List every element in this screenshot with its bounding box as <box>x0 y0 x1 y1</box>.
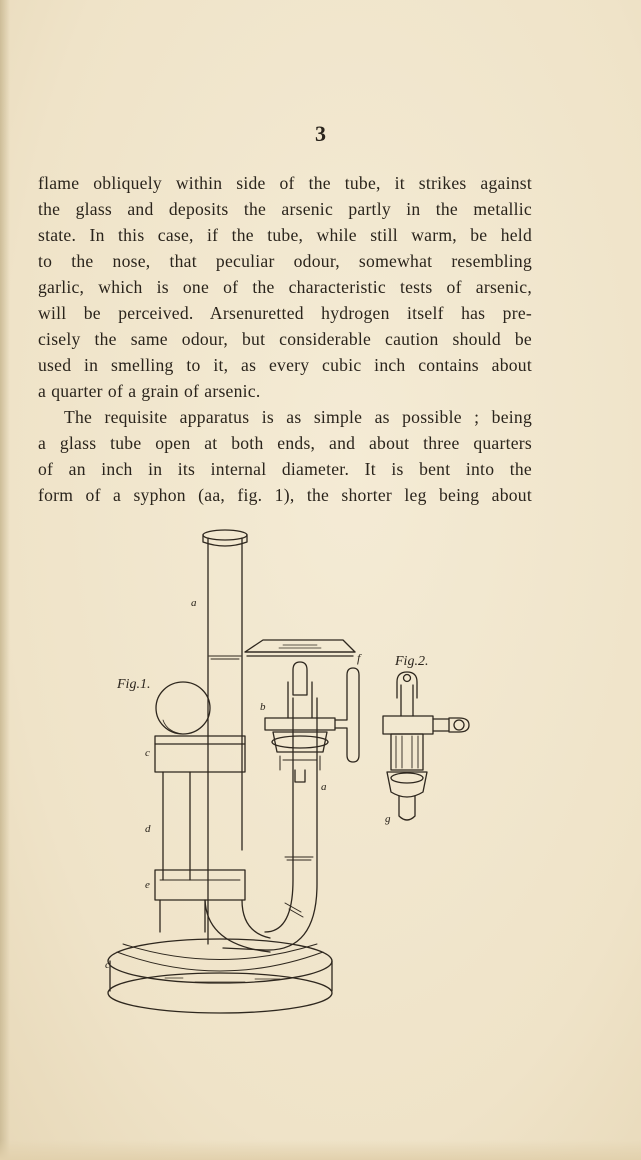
fig2-plug-body <box>383 716 433 734</box>
text-line: used in smelling to it, as every cubic inch contains about <box>38 355 532 375</box>
cap-plate-slot <box>279 645 321 648</box>
text-line: garlic, which is one of the characteristic tests of arsenic, <box>38 277 532 297</box>
text-line: The requisite apparatus is as simple as possible ; being <box>64 407 532 427</box>
stopcock-handle <box>335 668 359 762</box>
syphon-long-leg <box>208 538 242 944</box>
fig2-cup-rim <box>391 773 423 783</box>
label-e: e <box>145 879 150 891</box>
text-line: flame obliquely within side of the tube, it strikes against <box>38 173 532 193</box>
stopcock-nipple <box>293 662 307 695</box>
page-number: 3 <box>315 121 326 146</box>
text-line: the glass and deposits the arsenic partly in the metallic <box>38 199 532 219</box>
syphon-short-leg-liquid <box>285 857 313 860</box>
text-line: form of a syphon (aa, fig. 1), the shorter leg being about <box>38 485 532 505</box>
fig2-handle-bore <box>454 720 464 730</box>
label-a-right: a <box>321 781 327 793</box>
text-line: a quarter of a grain of arsenic. <box>38 381 261 401</box>
binding-shadow <box>0 0 10 1160</box>
glass-bulb <box>156 682 210 734</box>
upper-collar <box>155 736 245 772</box>
fig2-nipple <box>397 672 417 698</box>
stopcock-tube <box>288 682 312 718</box>
stopcock-cup <box>273 732 327 752</box>
label-f: f <box>357 651 361 665</box>
label-d: d <box>145 823 151 835</box>
body-text <box>38 170 532 508</box>
label-g: g <box>385 813 391 825</box>
label-c-upper: c <box>145 747 150 759</box>
syphon-mouth <box>203 530 247 540</box>
fig2-nipple-tip <box>404 675 411 682</box>
text-line: to the nose, that peculiar odour, somewhat resembling <box>38 251 532 271</box>
stand-base-groove <box>117 952 323 971</box>
fig2-outlet <box>399 796 415 820</box>
label-a-top: a <box>191 597 197 609</box>
liquid-line <box>209 656 241 659</box>
stand-base-top <box>108 939 332 983</box>
text-line: of an inch in its internal diameter. It is bent into the <box>38 459 532 479</box>
page-bottom-edge <box>0 1140 641 1160</box>
text-line: a glass tube open at both ends, and about three quarters <box>38 433 532 453</box>
label-c-lower: c <box>105 959 110 971</box>
fig2-stopcock-detail <box>383 672 469 820</box>
cap-plate <box>245 640 355 652</box>
fig2-neck <box>401 685 413 716</box>
upper-collar-lines <box>155 744 245 880</box>
fig1-title: Fig.1. <box>117 677 151 692</box>
apparatus-illustration <box>105 520 505 1025</box>
fig2-barrel-lines <box>396 736 418 768</box>
label-b: b <box>260 701 266 713</box>
cap-plate-underside <box>245 652 355 656</box>
fig1-syphon-apparatus <box>108 530 359 1013</box>
text-line: will be perceived. Arsenuretted hydrogen itself has pre- <box>38 303 532 323</box>
lower-collar <box>155 870 245 900</box>
stopcock-cup-lines <box>280 756 320 770</box>
stand-arm <box>205 900 270 952</box>
text-line: cisely the same odour, but considerable caution should be <box>38 329 532 349</box>
lower-collar-base <box>160 900 205 932</box>
stopcock-cup-rim <box>272 736 328 748</box>
text-line: state. In this case, if the tube, while still warm, be held <box>38 225 532 245</box>
stand-base-bottom <box>108 973 332 1013</box>
stopcock-body <box>265 718 335 730</box>
stopcock-lower-tube <box>295 770 305 782</box>
fig2-title: Fig.2. <box>395 654 429 669</box>
